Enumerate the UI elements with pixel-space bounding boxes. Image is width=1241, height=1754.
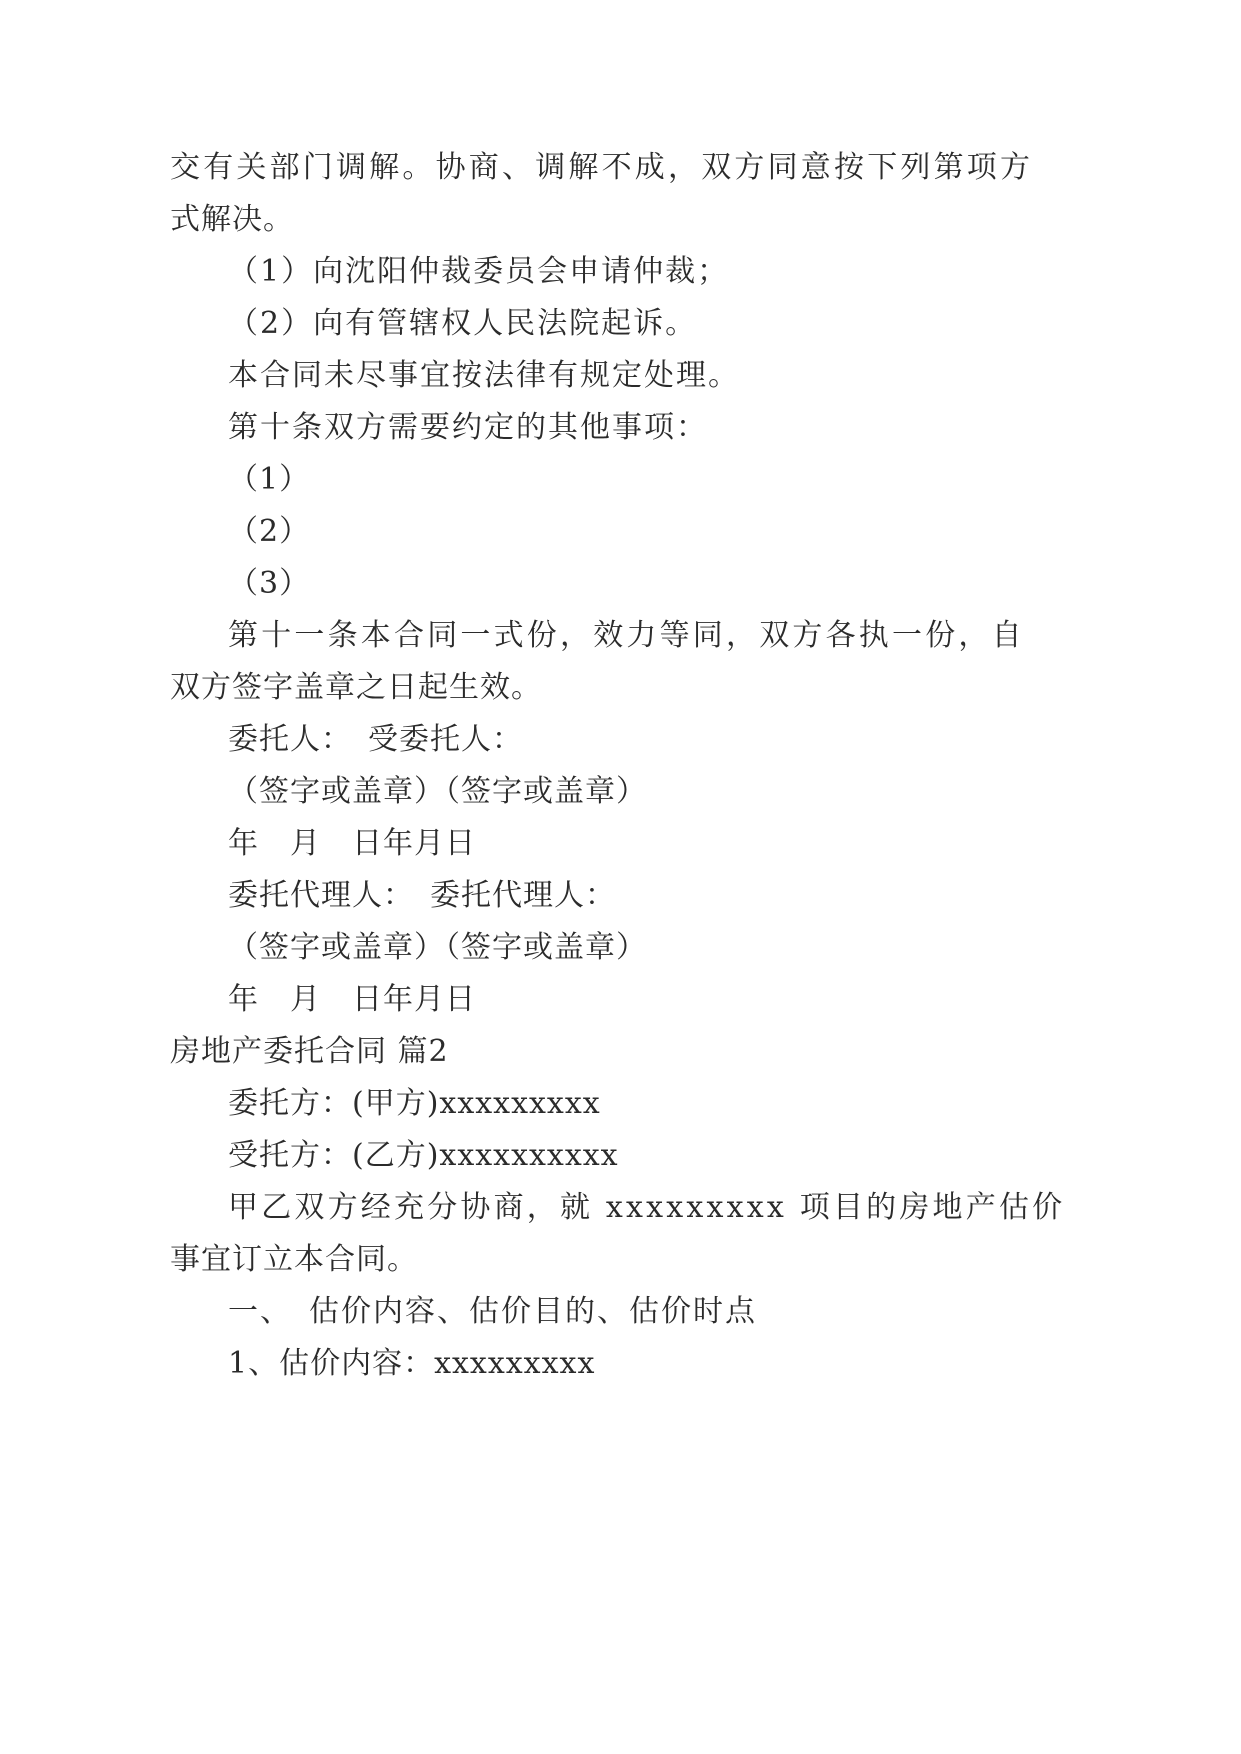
list-item: （1）向沈阳仲裁委员会申请仲裁；	[228, 254, 730, 289]
clause-heading: 第十条双方需要约定的其他事项：	[228, 410, 708, 445]
party-line: 受托方：(乙方)xxxxxxxxxx	[228, 1138, 619, 1173]
signature-note: （签字或盖章）（签字或盖章）	[228, 930, 647, 965]
paragraph-line: 式解决。	[170, 202, 294, 237]
list-item: （2）向有管辖权人民法院起诉。	[228, 306, 698, 341]
list-item: 1、估价内容：xxxxxxxxx	[228, 1346, 596, 1381]
signature-note: （签字或盖章）（签字或盖章）	[228, 774, 647, 809]
subsection-heading: 一、 估价内容、估价目的、估价时点	[228, 1294, 757, 1329]
signature-label: 委托代理人： 委托代理人：	[228, 878, 616, 913]
paragraph-line: 双方签字盖章之日起生效。	[170, 670, 542, 705]
paragraph-line: 本合同未尽事宜按法律有规定处理。	[228, 358, 740, 393]
date-line: 年 月 日年月日	[228, 826, 476, 861]
paragraph-line: 事宜订立本合同。	[170, 1242, 418, 1277]
list-item: （2）	[228, 514, 311, 549]
date-line: 年 月 日年月日	[228, 982, 476, 1017]
party-line: 委托方：(甲方)xxxxxxxxx	[228, 1086, 601, 1121]
list-item: （3）	[228, 566, 311, 601]
list-item: （1）	[228, 462, 311, 497]
paragraph-line: 甲乙双方经充分协商，就 xxxxxxxxx 项目的房地产估价	[228, 1190, 1066, 1225]
clause-heading: 第十一条本合同一式份，效力等同，双方各执一份，自	[228, 618, 1025, 653]
paragraph-line: 交有关部门调解。协商、调解不成，双方同意按下列第项方	[170, 150, 1034, 185]
signature-label: 委托人： 受委托人：	[228, 722, 523, 757]
section-title: 房地产委托合同 篇2	[170, 1034, 449, 1069]
